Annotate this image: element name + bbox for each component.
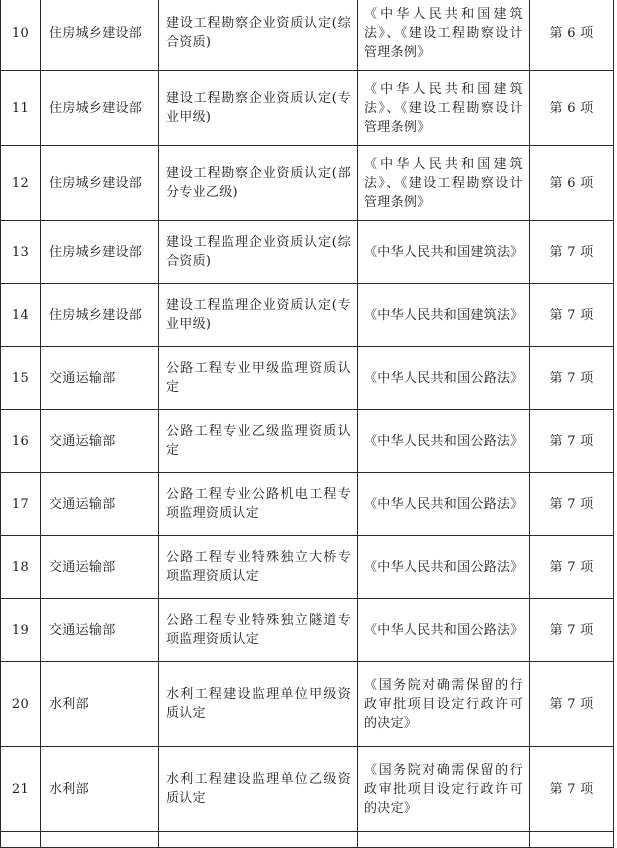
approval-item-text: 建设工程监理企业资质认定(专业甲级) (166, 298, 351, 332)
legal-basis-text: 《中华人民共和国公路法》 (364, 559, 524, 575)
legal-basis-text: 《中华人民共和国建筑法》、《建设工程勘察设计管理条例》 (364, 6, 523, 60)
legal-basis-text: 《中华人民共和国公路法》 (364, 433, 524, 449)
legal-basis-cell (358, 536, 530, 599)
department-cell: 交通运输部 (41, 536, 159, 599)
approval-item-text: 建设工程监理企业资质认定(综合资质) (166, 235, 351, 269)
table-row (1, 599, 614, 662)
legal-basis-cell (358, 410, 530, 473)
row-number: 13 (1, 221, 41, 284)
approval-item-text: 公路工程专业甲级监理资质认定 (166, 361, 351, 395)
department-cell: 交通运输部 (41, 599, 159, 662)
department-cell: 住房城乡建设部 (41, 221, 159, 284)
row-number: 12 (1, 146, 41, 221)
approval-item-text: 建设工程勘察企业资质认定(专业甲级) (166, 91, 351, 125)
row-number: 18 (1, 536, 41, 599)
department-cell: 住房城乡建设部 (41, 146, 159, 221)
legal-basis-text: 《中华人民共和国建筑法》、《建设工程勘察设计管理条例》 (364, 81, 523, 135)
approval-item-text: 建设工程勘察企业资质认定(综合资质) (166, 16, 351, 50)
table-row (1, 347, 614, 410)
legal-basis-cell (358, 284, 530, 347)
item-reference-cell: 第 7 项 (530, 599, 614, 662)
legal-basis-cell (358, 747, 530, 832)
approval-item-text: 公路工程专业乙级监理资质认定 (166, 424, 351, 458)
approval-item-cell (159, 473, 358, 536)
approval-item-text: 水利工程建设监理单位甲级资质认定 (166, 687, 351, 721)
department-cell: 水利部 (41, 747, 159, 832)
approval-item-text: 公路工程专业公路机电工程专项监理资质认定 (166, 487, 351, 521)
table-row (1, 410, 614, 473)
empty-cell (159, 832, 358, 848)
department-cell: 住房城乡建设部 (41, 71, 159, 146)
table-row (1, 0, 614, 71)
table-row (1, 747, 614, 832)
item-reference-cell: 第 7 项 (530, 536, 614, 599)
legal-basis-text: 《中华人民共和国建筑法》、《建设工程勘察设计管理条例》 (364, 156, 523, 210)
approval-item-text: 建设工程勘察企业资质认定(部分专业乙级) (166, 166, 351, 200)
department-cell: 交通运输部 (41, 473, 159, 536)
table-row (1, 662, 614, 747)
legal-basis-cell (358, 473, 530, 536)
department-cell: 交通运输部 (41, 347, 159, 410)
legal-basis-cell (358, 221, 530, 284)
row-number: 15 (1, 347, 41, 410)
department-cell: 水利部 (41, 662, 159, 747)
legal-basis-text: 《中华人民共和国公路法》 (364, 370, 524, 386)
approval-item-cell (159, 599, 358, 662)
approval-item-text: 公路工程专业特殊独立隧道专项监理资质认定 (166, 613, 351, 647)
table-row (1, 284, 614, 347)
approval-item-cell (159, 662, 358, 747)
row-number: 16 (1, 410, 41, 473)
item-reference-cell: 第 7 项 (530, 284, 614, 347)
legal-basis-cell (358, 347, 530, 410)
item-reference-cell: 第 6 项 (530, 0, 614, 71)
approval-item-cell (159, 536, 358, 599)
approval-item-cell (159, 284, 358, 347)
row-number: 11 (1, 71, 41, 146)
table-row (1, 221, 614, 284)
table-row (1, 71, 614, 146)
approval-item-text: 水利工程建设监理单位乙级资质认定 (166, 772, 351, 806)
approval-item-cell (159, 0, 358, 71)
legal-basis-cell (358, 599, 530, 662)
approval-item-cell (159, 747, 358, 832)
approval-item-cell (159, 347, 358, 410)
legal-basis-text: 《中华人民共和国建筑法》 (364, 244, 524, 260)
legal-basis-text: 《中华人民共和国建筑法》 (364, 307, 524, 323)
legal-basis-text: 《国务院对确需保留的行政审批项目设定行政许可的决定》 (364, 677, 523, 731)
table-row (1, 146, 614, 221)
item-reference-cell: 第 7 项 (530, 747, 614, 832)
approval-item-cell (159, 410, 358, 473)
row-number: 14 (1, 284, 41, 347)
legal-basis-cell (358, 0, 530, 71)
row-number: 10 (1, 0, 41, 71)
table-body (1, 0, 614, 848)
approval-item-text: 公路工程专业特殊独立大桥专项监理资质认定 (166, 550, 351, 584)
legal-basis-text: 《国务院对确需保留的行政审批项目设定行政许可的决定》 (364, 762, 523, 816)
item-reference-cell: 第 6 项 (530, 146, 614, 221)
empty-cell (358, 832, 530, 848)
approval-item-cell (159, 221, 358, 284)
legal-basis-cell (358, 146, 530, 221)
legal-basis-text: 《中华人民共和国公路法》 (364, 622, 524, 638)
row-number: 19 (1, 599, 41, 662)
empty-cell (530, 832, 614, 848)
department-cell: 交通运输部 (41, 410, 159, 473)
table-row (1, 473, 614, 536)
legal-basis-cell (358, 662, 530, 747)
department-cell: 住房城乡建设部 (41, 0, 159, 71)
item-reference-cell: 第 7 项 (530, 410, 614, 473)
row-number: 20 (1, 662, 41, 747)
department-cell: 住房城乡建设部 (41, 284, 159, 347)
legal-basis-text: 《中华人民共和国公路法》 (364, 496, 524, 512)
legal-basis-cell (358, 71, 530, 146)
empty-cell (41, 832, 159, 848)
item-reference-cell: 第 7 项 (530, 347, 614, 410)
empty-cell (1, 832, 41, 848)
approval-item-cell (159, 146, 358, 221)
approval-item-cell (159, 71, 358, 146)
table-row-partial (1, 832, 614, 848)
item-reference-cell: 第 7 项 (530, 473, 614, 536)
row-number: 21 (1, 747, 41, 832)
item-reference-cell: 第 7 项 (530, 221, 614, 284)
item-reference-cell: 第 6 项 (530, 71, 614, 146)
table-row (1, 536, 614, 599)
row-number: 17 (1, 473, 41, 536)
item-reference-cell: 第 7 项 (530, 662, 614, 747)
